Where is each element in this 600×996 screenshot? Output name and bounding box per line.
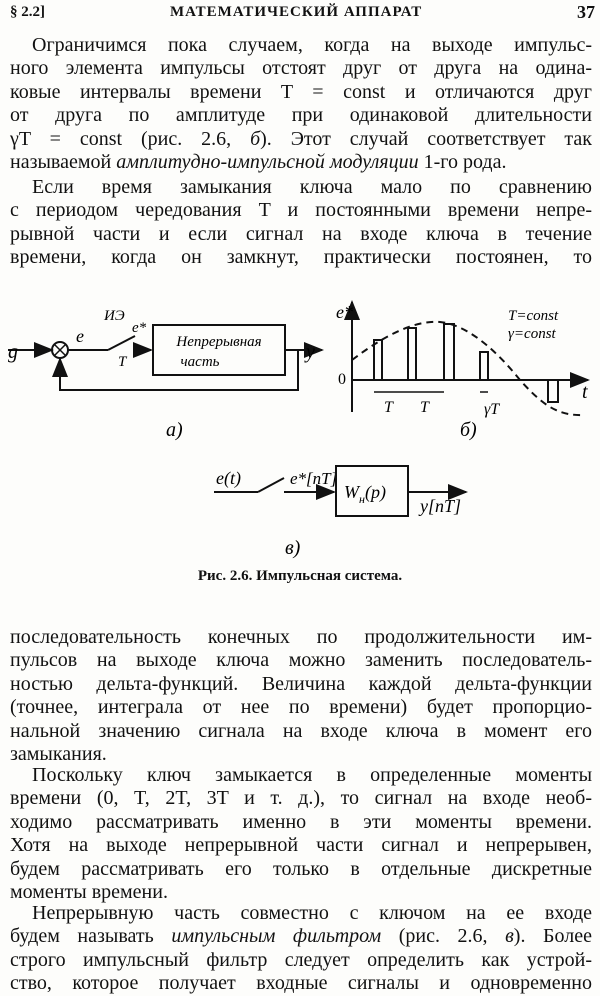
period-label: T	[118, 354, 127, 370]
text-line: Хотя на выходе непрерывной части сигнал и непрерывен,	[10, 834, 592, 857]
pulse-1	[374, 340, 382, 380]
block-argument: (p)	[364, 482, 386, 502]
text-span: γT = const (рис. 2.6,	[10, 127, 251, 150]
text-line: (точнее, интеграла от нее по времени) будет пропорцио-	[10, 696, 592, 719]
text-line: Ограничимся пока случаем, когда на выходе импульс-	[32, 34, 592, 56]
period-label-1: T	[384, 399, 393, 416]
text-line	[10, 925, 592, 948]
switch-icon	[108, 336, 135, 350]
text-line: последовательность конечных по продолжительности им-	[10, 626, 592, 648]
pulse-3	[444, 324, 454, 380]
text-line: Если время замыкания ключа мало по сравнению	[32, 176, 592, 198]
paragraph-5	[10, 902, 592, 996]
legend-t-const: T=const	[508, 308, 559, 324]
origin-label: 0	[338, 371, 346, 388]
section-number: § 2.2]	[10, 4, 45, 20]
figure-2-6	[0, 290, 600, 606]
running-title: МАТЕМАТИЧЕСКИЙ АППАРАТ	[170, 4, 423, 20]
y-axis-label: e*	[336, 302, 353, 322]
text-span: ). Этот случай соответствует так	[260, 127, 592, 150]
transfer-function-label	[344, 482, 386, 506]
text-line: ного элемента импульсы отстоят друг от друга на одина-	[10, 57, 592, 80]
input-e-t-label: e(t)	[216, 468, 241, 488]
text-line: ходимо рассматривать именно в эти моменты времени.	[10, 810, 592, 833]
paragraph-1	[10, 34, 592, 174]
running-header	[10, 2, 595, 26]
figure-drawing	[0, 290, 600, 606]
feedback-line	[60, 350, 298, 390]
block-label-line1: Непрерывная	[176, 334, 262, 350]
period-label-2: T	[420, 399, 429, 416]
text-line: от друга по амплитуде при одинаковой длительности	[10, 104, 592, 127]
diagram-c-label: в)	[285, 537, 301, 559]
text-line: ностью дельта-функций. Величина каждой дельта-функции	[10, 672, 592, 695]
switch-icon	[258, 478, 284, 492]
text-line: моменты времени.	[10, 881, 168, 904]
diagram-b-label: б)	[460, 419, 477, 441]
pulse-5	[548, 380, 558, 402]
text-span: 1-го рода.	[418, 151, 507, 174]
text-line	[10, 128, 592, 151]
estar-label: e*	[132, 320, 147, 336]
paragraph-2	[10, 176, 592, 270]
estar-nt-label: e*[nT]	[290, 469, 338, 488]
text-line: с периодом чередования T и постоянными времени непре-	[10, 199, 592, 222]
italic-span: амплитудно-импульсной модуляции	[116, 151, 419, 174]
text-span: (рис. 2.6,	[381, 925, 506, 948]
text-line: замыкания.	[10, 743, 107, 766]
text-line: будем рассматривать его только в отдельные дискретные	[10, 857, 592, 880]
figure-caption: Рис. 2.6. Импульсная система.	[197, 568, 403, 584]
text-line: времени, когда он замкнут, практически постоянен, то	[10, 246, 592, 269]
diagram-b	[336, 302, 588, 441]
output-y-nt-label: y[nT]	[420, 496, 462, 516]
text-span: будем называть	[10, 925, 172, 948]
text-span: называемой	[10, 151, 117, 174]
x-axis-label: t	[582, 381, 588, 403]
paragraph-3	[10, 626, 592, 766]
pulse-4	[480, 352, 488, 380]
pulse-2	[408, 328, 416, 380]
text-line	[10, 151, 592, 174]
output-label: y	[306, 341, 315, 363]
legend-gamma-const: γ=const	[508, 326, 556, 342]
block-subscript: н	[359, 492, 365, 506]
text-line: времени (0, T, 2T, 3T и т. д.), то сигнал на входе необ-	[10, 787, 592, 810]
text-line: Поскольку ключ замыкается в определенные моменты	[32, 764, 592, 786]
paragraph-4	[10, 764, 592, 904]
text-line: рывной части и если сигнал на входе ключа в течение	[10, 222, 592, 245]
gamma-t-label: γT	[484, 401, 500, 418]
text-line: строго импульсный фильтр следует определить как устрой-	[10, 948, 592, 971]
italic-span: импульсным фильтром	[171, 925, 382, 948]
text-line: ство, которое получает входные сигналы и одновременно	[10, 972, 592, 995]
text-line: Непрерывную часть совместно с ключом на ее входе	[32, 902, 592, 924]
italic-span: в	[505, 925, 514, 948]
text-span: ). Более	[513, 925, 592, 948]
error-label: e	[76, 326, 84, 346]
diagram-a-label: а)	[166, 419, 183, 441]
diagram-c	[214, 466, 466, 559]
input-label: g	[8, 341, 18, 363]
italic-span: б	[250, 127, 261, 150]
text-line: нальной значению сигнала на входе ключа в момент его	[10, 719, 592, 742]
block-w: W	[344, 482, 359, 502]
block-label-line2: часть	[180, 354, 220, 370]
text-line: ковые интервалы времени T = const и отличаются друг	[10, 80, 592, 103]
page-number: 37	[577, 2, 595, 22]
impulse-element-label: ИЭ	[104, 308, 125, 324]
text-line: пульсов на выходе ключа можно заменить последователь-	[10, 649, 592, 672]
diagram-a	[8, 308, 322, 441]
